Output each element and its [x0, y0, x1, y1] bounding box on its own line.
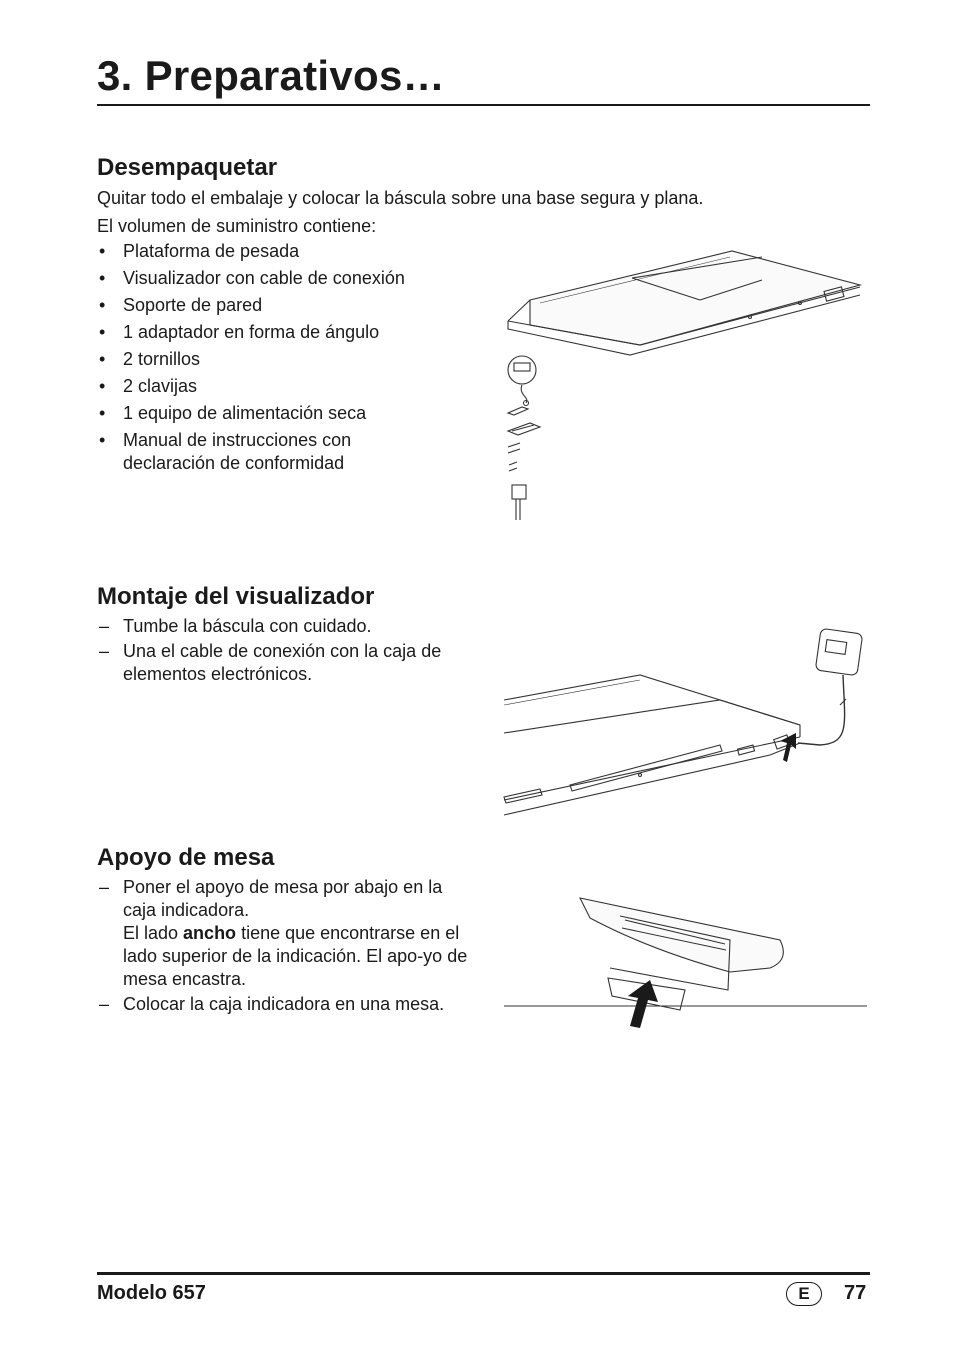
- list-item: [97, 615, 477, 638]
- title-divider: [97, 104, 870, 106]
- stand-heading: Apoyo de mesa: [97, 844, 275, 871]
- page-title: 3. Preparativos…: [97, 52, 445, 99]
- list-item-text: Tumbe la báscula con cuidado.: [123, 616, 372, 636]
- display-cable-connection-illustration: [500, 625, 870, 825]
- list-item: [97, 240, 477, 263]
- list-item-text: 1 adaptador en forma de ángulo: [123, 322, 380, 342]
- angle-adapter-icon: [508, 423, 540, 435]
- contents-list: [97, 240, 477, 479]
- emphasis-word: ancho: [183, 923, 237, 943]
- bullet-marker: •: [99, 376, 106, 396]
- list-item-text: Manual de instrucciones con declaración de conformidad: [123, 430, 352, 473]
- dash-marker: –: [99, 877, 110, 897]
- mount-heading: Montaje del visualizador: [97, 583, 375, 610]
- list-item-text: Plataforma de pesada: [123, 241, 300, 261]
- list-item: [97, 348, 477, 371]
- bullet-marker: •: [99, 322, 106, 342]
- list-item: [97, 640, 477, 686]
- dash-marker: –: [99, 641, 110, 661]
- bullet-marker: •: [99, 268, 106, 288]
- table-stand-illustration: [500, 890, 870, 1030]
- list-item-text: Poner el apoyo de mesa por abajo en la caja indicadora.: [123, 877, 443, 920]
- bullet-marker: •: [99, 403, 106, 423]
- dash-marker: –: [99, 994, 110, 1014]
- list-item: [97, 267, 477, 290]
- list-item-text: El lado: [123, 923, 184, 943]
- language-badge: E: [786, 1282, 822, 1306]
- list-item-text: 1 equipo de alimentación seca: [123, 403, 367, 423]
- list-item-text: 2 clavijas: [123, 376, 198, 396]
- list-item: [97, 876, 469, 991]
- list-item-text: Colocar la caja indicadora en una mesa.: [123, 994, 445, 1014]
- list-item: [97, 294, 477, 317]
- footer-divider: [97, 1272, 870, 1275]
- list-item: [97, 993, 469, 1016]
- list-item: [97, 402, 477, 425]
- scale-platform-illustration: [500, 245, 870, 530]
- mount-steps: [97, 615, 477, 688]
- bullet-marker: •: [99, 349, 106, 369]
- stand-steps: [97, 876, 469, 1018]
- screws-icon: [508, 443, 520, 453]
- list-item: [97, 429, 423, 475]
- list-item-text: Soporte de pared: [123, 295, 263, 315]
- list-item-text: Una el cable de conexión con la caja de elementos electrónicos.: [123, 641, 442, 684]
- unpack-intro: Quitar todo el embalaje y colocar la báscula sobre una base segura y plana.: [97, 188, 704, 208]
- list-item-text: Visualizador con cable de conexión: [123, 268, 405, 288]
- dowels-icon: [509, 462, 517, 471]
- wall-bracket-icon: [508, 407, 528, 415]
- contents-label: El volumen de suministro contiene:: [97, 216, 377, 236]
- bullet-marker: •: [99, 295, 106, 315]
- display-unit-icon: [508, 356, 536, 406]
- dash-marker: –: [99, 616, 110, 636]
- unpack-heading: Desempaquetar: [97, 154, 278, 181]
- list-item: [97, 375, 477, 398]
- footer-model: Modelo 657: [97, 1282, 206, 1304]
- list-item-text: tiene que encontrarse en el lado superior de la indicación. El apo-yo de mesa encastra.: [123, 923, 468, 989]
- bullet-marker: •: [99, 430, 106, 450]
- display-unit-icon: [815, 628, 862, 675]
- power-adapter-icon: [512, 485, 526, 520]
- bullet-marker: •: [99, 241, 106, 261]
- list-item-text: 2 tornillos: [123, 349, 201, 369]
- page-number: 77: [844, 1282, 867, 1304]
- list-item: [97, 321, 477, 344]
